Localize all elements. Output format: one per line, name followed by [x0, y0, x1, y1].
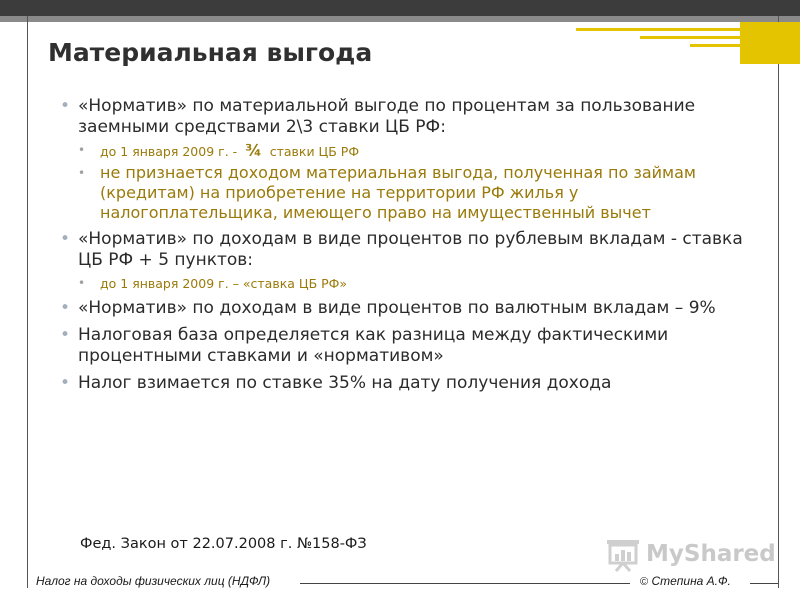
sub-list	[78, 142, 760, 223]
footer-divider-right	[750, 583, 778, 584]
copyright-icon: ©	[640, 576, 649, 588]
presentation-board-icon	[604, 537, 642, 573]
law-reference: Фед. Закон от 22.07.2008 г. №158-ФЗ	[80, 536, 367, 552]
bullet-text: Налог взимается по ставке 35% на дату получения дохода	[78, 373, 612, 393]
watermark-text: MyShared	[646, 541, 776, 567]
bullet-item	[60, 229, 760, 292]
frame-left-line	[27, 16, 28, 588]
footer-divider	[300, 583, 630, 584]
top-bar	[0, 0, 800, 16]
bullet-text: «Норматив» по доходам в виде процентов по рублевым вкладам - ставка ЦБ РФ + 5 пунктов:	[78, 229, 743, 270]
footer-topic: Налог на доходы физических лиц (НДФЛ)	[36, 574, 271, 588]
bullet-text: «Норматив» по материальной выгоде по процентам за пользование заемными средствами 2\3 ставки ЦБ РФ:	[78, 96, 696, 137]
sub-bullet-text: не признается доходом материальная выгода, полученная по займам (кредитам) на приобретение на территории РФ жилья у налогоплательщика, имеющего право на имущественный вычет	[100, 163, 696, 222]
frame-right-line	[778, 16, 779, 588]
footer-author	[640, 574, 731, 588]
bullet-text: Налоговая база определяется как разница между фактическими процентными ставками и «нормативом»	[78, 325, 669, 366]
accent-stripe	[690, 44, 800, 47]
top-bar-shadow	[0, 16, 800, 22]
sub-bullet-item	[78, 142, 760, 160]
accent-stripe	[640, 36, 800, 39]
sub-bullet-suffix: ставки ЦБ РФ	[269, 144, 360, 159]
accent-stripe	[576, 28, 800, 31]
sub-bullet-text: до 1 января 2009 г. – «ставка ЦБ РФ»	[100, 276, 348, 291]
bullet-item	[60, 96, 760, 223]
fraction-three-quarters: ¾	[245, 141, 262, 160]
sub-bullet-item	[78, 275, 760, 292]
sub-bullet-prefix: до 1 января 2009 г. -	[100, 144, 238, 159]
slide-content	[60, 96, 760, 400]
bullet-text: «Норматив» по доходам в виде процентов по валютным вкладам – 9%	[78, 298, 716, 318]
watermark-logo	[604, 537, 774, 573]
bullet-item	[60, 298, 760, 319]
author-name: Степина А.Ф.	[651, 574, 731, 588]
sub-list	[78, 275, 760, 292]
bullet-item	[60, 373, 760, 394]
sub-bullet-item	[78, 163, 760, 223]
slide-title: Материальная выгода	[48, 38, 373, 67]
bullet-item	[60, 325, 760, 367]
